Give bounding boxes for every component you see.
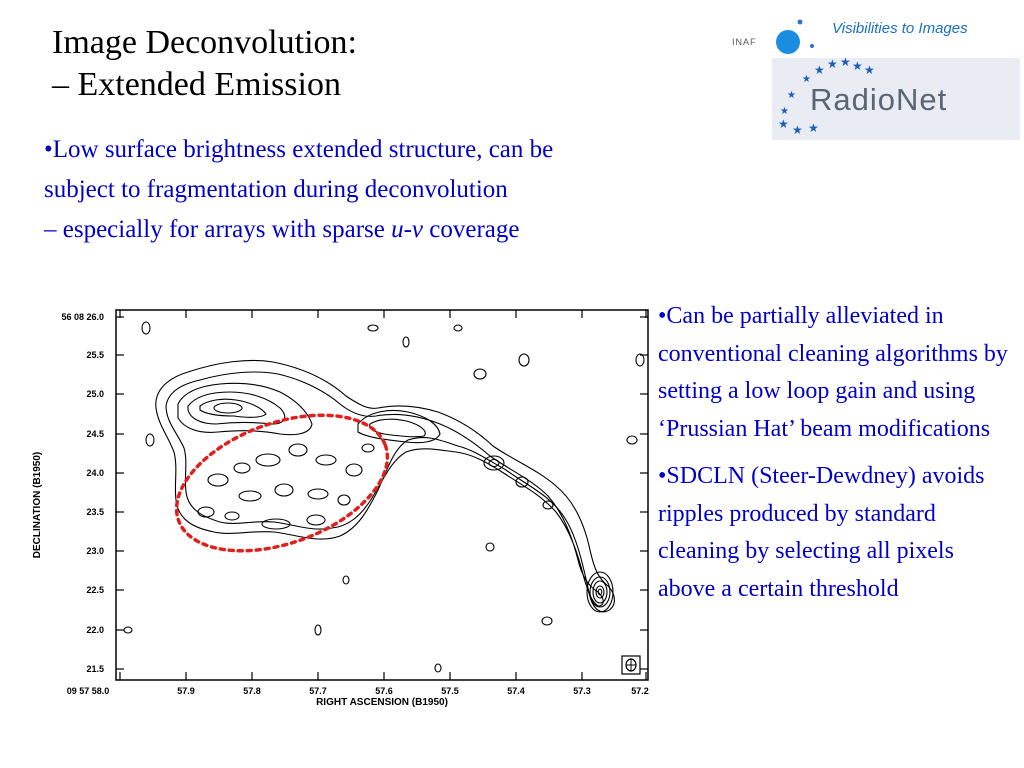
x-tick-marks [120, 310, 646, 680]
noise-contour [454, 325, 462, 331]
title-line-2: – Extended Emission [52, 66, 341, 103]
svg-text:★: ★ [840, 55, 851, 69]
fragment-contour [307, 515, 325, 525]
x-tick-label: 57.7 [309, 686, 327, 696]
lobe-contour [200, 399, 266, 417]
top-bullet-line-2: subject to fragmentation during deconvolution [44, 176, 508, 203]
noise-contour [486, 543, 494, 551]
x-tick-labels [67, 686, 649, 696]
y-tick-label: 22.5 [86, 585, 104, 595]
svg-text:★: ★ [778, 117, 789, 131]
lobe-contour [178, 383, 312, 434]
fragment-contour [198, 507, 214, 517]
right-bullet-2: •SDCLN (Steer-Dewdney) avoids ripples produced by standard cleaning by selecting all pixels above a certain threshold [658, 463, 985, 602]
noise-contour [343, 576, 349, 584]
y-tick-label: 24.5 [86, 429, 104, 439]
noise-contour [542, 617, 552, 625]
y-tick-label: 25.0 [86, 389, 104, 399]
fragment-contour [289, 444, 307, 456]
noise-contour [403, 337, 409, 347]
top-bullet-line-3-suffix: coverage [423, 216, 520, 243]
x-tick-label: 57.8 [243, 686, 261, 696]
lobe-contour [188, 392, 285, 424]
highlight-ellipse [158, 389, 406, 577]
x-tick-label: 57.2 [631, 686, 649, 696]
fragment-contour [234, 463, 250, 473]
top-bullet-line-3 [44, 210, 744, 250]
noise-contour [627, 436, 637, 444]
fragment-contour [225, 512, 239, 520]
right-bullets [658, 298, 1008, 618]
slide-title [52, 22, 357, 106]
noise-contour [368, 325, 378, 331]
contour-map-figure [28, 300, 658, 720]
fragment-contour [316, 455, 336, 465]
y-axis-label: DECLINATION (B1950) [32, 451, 43, 559]
noise-contour [474, 369, 486, 379]
y-tick-label: 23.5 [86, 507, 104, 517]
y-tick-label: 24.0 [86, 468, 104, 478]
x-tick-label: 57.6 [375, 686, 393, 696]
x-tick-label: 57.3 [573, 686, 591, 696]
fragment-contour [208, 474, 228, 486]
x-tick-label: 57.9 [177, 686, 195, 696]
top-bullet-line-1: •Low surface brightness extended structure, can be [44, 136, 554, 163]
noise-contour [519, 354, 529, 366]
svg-text:★: ★ [780, 106, 789, 117]
fragment-contour [275, 484, 293, 496]
svg-text:★: ★ [802, 74, 811, 85]
noise-contour [142, 322, 150, 334]
beam-symbol [622, 656, 640, 674]
x-tick-label: 57.5 [441, 686, 459, 696]
x-tick-label: 09 57 58.0 [66, 686, 110, 696]
core-contour [593, 581, 607, 603]
fragment-contour [308, 489, 328, 499]
fragment-contour [362, 444, 374, 452]
fragment-contour [346, 464, 362, 476]
y-tick-label: 21.5 [86, 664, 104, 674]
y-tick-label: 22.0 [86, 625, 104, 635]
uv-italic-text: u-v [391, 216, 424, 243]
noise-contour [636, 354, 644, 366]
svg-text:★: ★ [827, 57, 838, 71]
fragment-contour [239, 491, 261, 501]
logo-globe [776, 30, 800, 54]
top-bullet [44, 130, 744, 250]
svg-text:★: ★ [808, 121, 819, 135]
noise-contour [146, 434, 154, 446]
logo-dot [810, 44, 814, 48]
noise-contour [435, 664, 441, 672]
lobe-peak-contour [214, 403, 242, 413]
outer-contour [156, 360, 615, 612]
right-bullet-1: •Can be partially alleviated in conventional cleaning algorithms by setting a low loop gain and using ‘Prussian Hat’ beam modifications [658, 303, 1008, 442]
noise-contour [124, 627, 132, 633]
tail-knot-contour [543, 501, 553, 509]
radionet-logo-text: RadioNet [810, 82, 948, 117]
y-tick-label: 23.0 [86, 546, 104, 556]
svg-text:★: ★ [864, 63, 875, 77]
emission-contours [124, 322, 644, 672]
y-tick-label: 25.5 [86, 350, 104, 360]
fragment-contour [256, 454, 280, 466]
x-axis-label: RIGHT ASCENSION (B1950) [316, 697, 448, 708]
top-bullet-line-3-prefix: – especially for arrays with sparse [44, 216, 392, 243]
logo-dot [798, 20, 803, 25]
svg-text:★: ★ [852, 59, 863, 73]
x-tick-label: 57.4 [507, 686, 525, 696]
plot-frame [116, 310, 648, 680]
noise-contour [315, 625, 321, 635]
svg-text:★: ★ [814, 63, 825, 77]
logo-tagline: Visibilities to Images [832, 20, 968, 37]
title-line-1: Image Deconvolution: [52, 24, 357, 61]
svg-text:★: ★ [787, 90, 796, 101]
fragment-contour [338, 495, 350, 505]
svg-text:★: ★ [792, 123, 803, 137]
inaf-logo-text: INAF [732, 37, 757, 47]
y-tick-labels [61, 312, 104, 674]
y-tick-label: 56 08 26.0 [61, 312, 104, 322]
